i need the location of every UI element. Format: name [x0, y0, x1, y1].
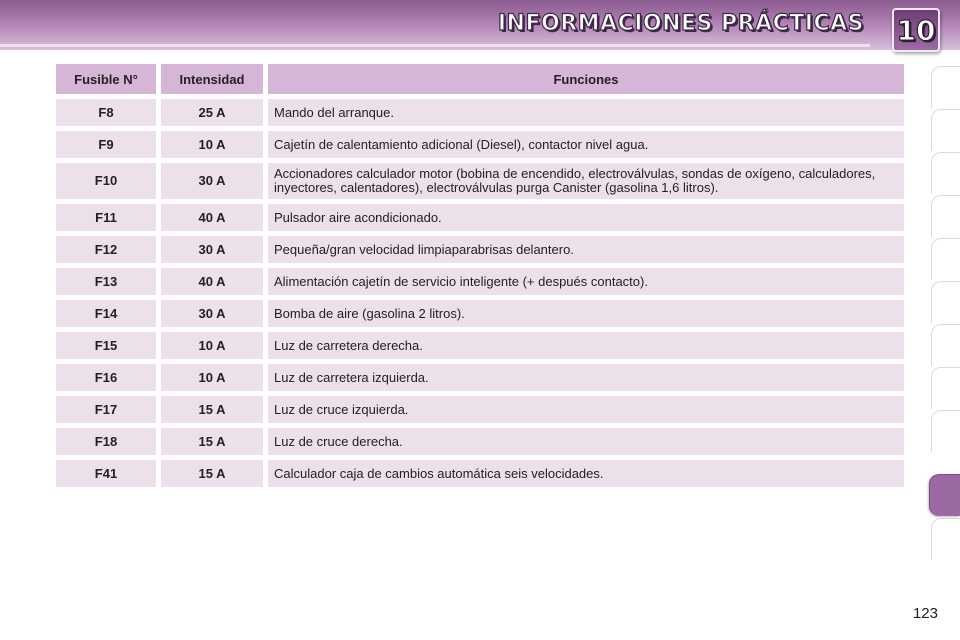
- header-banner: [0, 0, 960, 50]
- table-row: [56, 396, 904, 423]
- chapter-tab[interactable]: [931, 410, 960, 452]
- fuse-function: Cajetín de calentamiento adicional (Diesel), contactor nivel agua.: [263, 131, 904, 158]
- chapter-tab[interactable]: [931, 518, 960, 560]
- table-row: [56, 204, 904, 231]
- table-row: [56, 268, 904, 295]
- fuse-amperage: 30 A: [156, 236, 263, 263]
- fuse-number: F13: [56, 268, 156, 295]
- column-header-amps: Intensidad: [156, 64, 263, 94]
- chapter-tab[interactable]: [931, 324, 960, 366]
- fuse-function: Luz de carretera izquierda.: [263, 364, 904, 391]
- fuse-number: F17: [56, 396, 156, 423]
- chapter-tab[interactable]: [931, 195, 960, 237]
- fuse-amperage: 30 A: [156, 300, 263, 327]
- fuse-amperage: 10 A: [156, 131, 263, 158]
- chapter-tab[interactable]: [931, 238, 960, 280]
- chapter-tab[interactable]: [931, 367, 960, 409]
- fuse-function: Pulsador aire acondicionado.: [263, 204, 904, 231]
- fuse-number: F16: [56, 364, 156, 391]
- chapter-tab-active[interactable]: [929, 474, 960, 516]
- fuse-number: F14: [56, 300, 156, 327]
- fuse-function: Luz de cruce derecha.: [263, 428, 904, 455]
- chapter-tab[interactable]: [931, 66, 960, 108]
- chapter-number: 10: [896, 13, 936, 47]
- page-title: INFORMACIONES PRÁCTICAS: [497, 11, 864, 36]
- table-row: [56, 99, 904, 126]
- fuse-amperage: 25 A: [156, 99, 263, 126]
- table-row: [56, 236, 904, 263]
- fuse-function: Alimentación cajetín de servicio inteligente (+ después contacto).: [263, 268, 904, 295]
- table-row: [56, 163, 904, 199]
- fuse-amperage: 15 A: [156, 428, 263, 455]
- chapter-tab[interactable]: [931, 281, 960, 323]
- fuse-amperage: 10 A: [156, 364, 263, 391]
- fuse-amperage: 40 A: [156, 268, 263, 295]
- table-row: [56, 364, 904, 391]
- chapter-tab[interactable]: [931, 109, 960, 151]
- fuse-amperage: 30 A: [156, 163, 263, 199]
- fuse-function: Luz de cruce izquierda.: [263, 396, 904, 423]
- fuse-function: Luz de carretera derecha.: [263, 332, 904, 359]
- fuse-number: F8: [56, 99, 156, 126]
- fuse-amperage: 15 A: [156, 396, 263, 423]
- fuse-number: F18: [56, 428, 156, 455]
- chapter-badge: [892, 8, 940, 52]
- table-row: [56, 131, 904, 158]
- fuse-number: F9: [56, 131, 156, 158]
- table-header-row: [56, 64, 904, 94]
- fuse-table: [56, 59, 904, 492]
- banner-divider: [0, 44, 870, 47]
- fuse-number: F10: [56, 163, 156, 199]
- fuse-function: Pequeña/gran velocidad limpiaparabrisas delantero.: [263, 236, 904, 263]
- fuse-amperage: 40 A: [156, 204, 263, 231]
- fuse-amperage: 10 A: [156, 332, 263, 359]
- fuse-number: F15: [56, 332, 156, 359]
- fuse-number: F12: [56, 236, 156, 263]
- fuse-function: Mando del arranque.: [263, 99, 904, 126]
- chapter-tab[interactable]: [931, 152, 960, 194]
- table-row: [56, 300, 904, 327]
- fuse-number: F41: [56, 460, 156, 487]
- chapter-tabs: [928, 66, 960, 576]
- fuse-number: F11: [56, 204, 156, 231]
- fuse-function: Accionadores calculador motor (bobina de encendido, electroválvulas, sondas de oxígeno, calculadores, inyectores, calentadores), electroválvulas purga Canister (gasolina 1,6 litros).: [263, 163, 904, 199]
- fuse-amperage: 15 A: [156, 460, 263, 487]
- table-row: [56, 428, 904, 455]
- column-header-functions: Funciones: [263, 64, 904, 94]
- table-row: [56, 460, 904, 487]
- table-row: [56, 332, 904, 359]
- fuse-function: Bomba de aire (gasolina 2 litros).: [263, 300, 904, 327]
- fuse-function: Calculador caja de cambios automática seis velocidades.: [263, 460, 904, 487]
- column-header-fuse: Fusible N°: [56, 64, 156, 94]
- page-number: 123: [912, 605, 938, 622]
